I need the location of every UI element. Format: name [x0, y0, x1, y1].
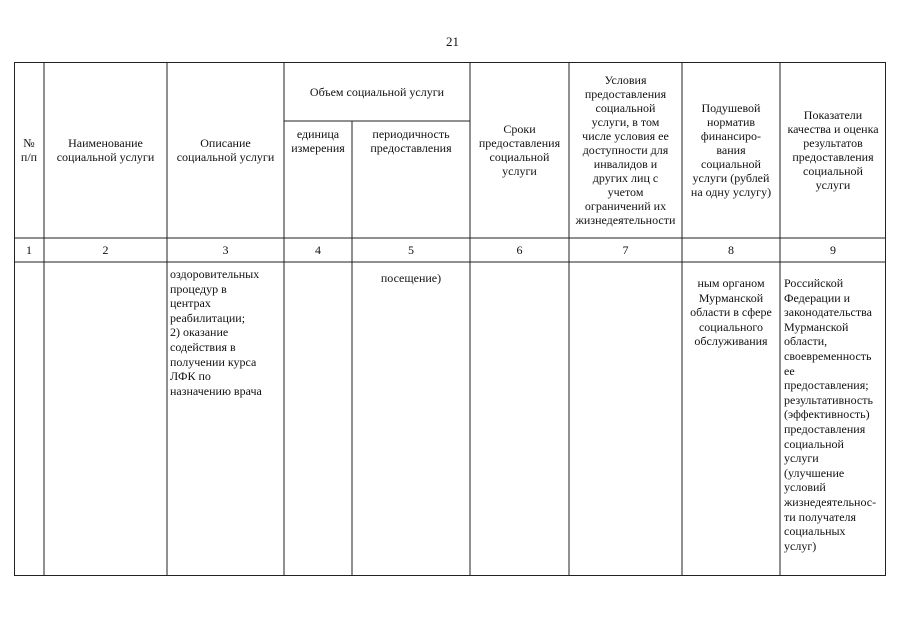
header-quality: Показатели качества и оценка результатов предоставления социальной услуги: [787, 108, 879, 192]
column-number-2: 2: [102, 243, 109, 257]
column-number-7: 7: [622, 243, 629, 257]
column-number-1: 1: [26, 243, 32, 257]
header-unit: единица измерения: [291, 127, 345, 155]
row-frequency: посещение): [380, 271, 442, 285]
header-service-name: Наименование социальной услуги: [56, 136, 155, 164]
services-table: [14, 62, 886, 576]
column-number-5: 5: [408, 243, 414, 257]
header-financing: Подушевой норматив финансиро- вания социальной услуги (рублей на одну услугу): [690, 101, 772, 199]
column-number-8: 8: [728, 243, 734, 257]
header-service-description: Описание социальной услуги: [176, 136, 275, 164]
header-number: № п/п: [20, 136, 38, 164]
header-terms: Сроки предоставления социальной услуги: [478, 122, 561, 178]
header-service-volume: Объем социальной услуги: [309, 84, 445, 99]
column-number-6: 6: [516, 243, 523, 257]
header-conditions: Условия предоставления социальной услуги, в том числе условия ее доступности для инвалидов и других лиц с учетом ограничений их жизнедеятельности: [575, 73, 676, 227]
page-number: 21: [446, 34, 459, 49]
column-number-3: 3: [222, 243, 229, 257]
row-quality: Российской Федерации и законодательства Мурманской области, своевременность ее предоставления; результативность (эффективность) предоставления социальной услуги (улучшение условий жизнедеятельнос- ти получателя социальных услуг): [784, 276, 877, 553]
row-description: оздоровительных процедур в центрах реабилитации; 2) оказание содействия в получении курса ЛФК по назначению врача: [170, 267, 262, 398]
row-financing: ным органом Мурманской области в сфере социального обслуживания: [690, 276, 772, 349]
header-frequency: периодичность предоставления: [370, 127, 452, 155]
column-number-4: 4: [315, 243, 321, 257]
column-number-9: 9: [830, 243, 836, 257]
